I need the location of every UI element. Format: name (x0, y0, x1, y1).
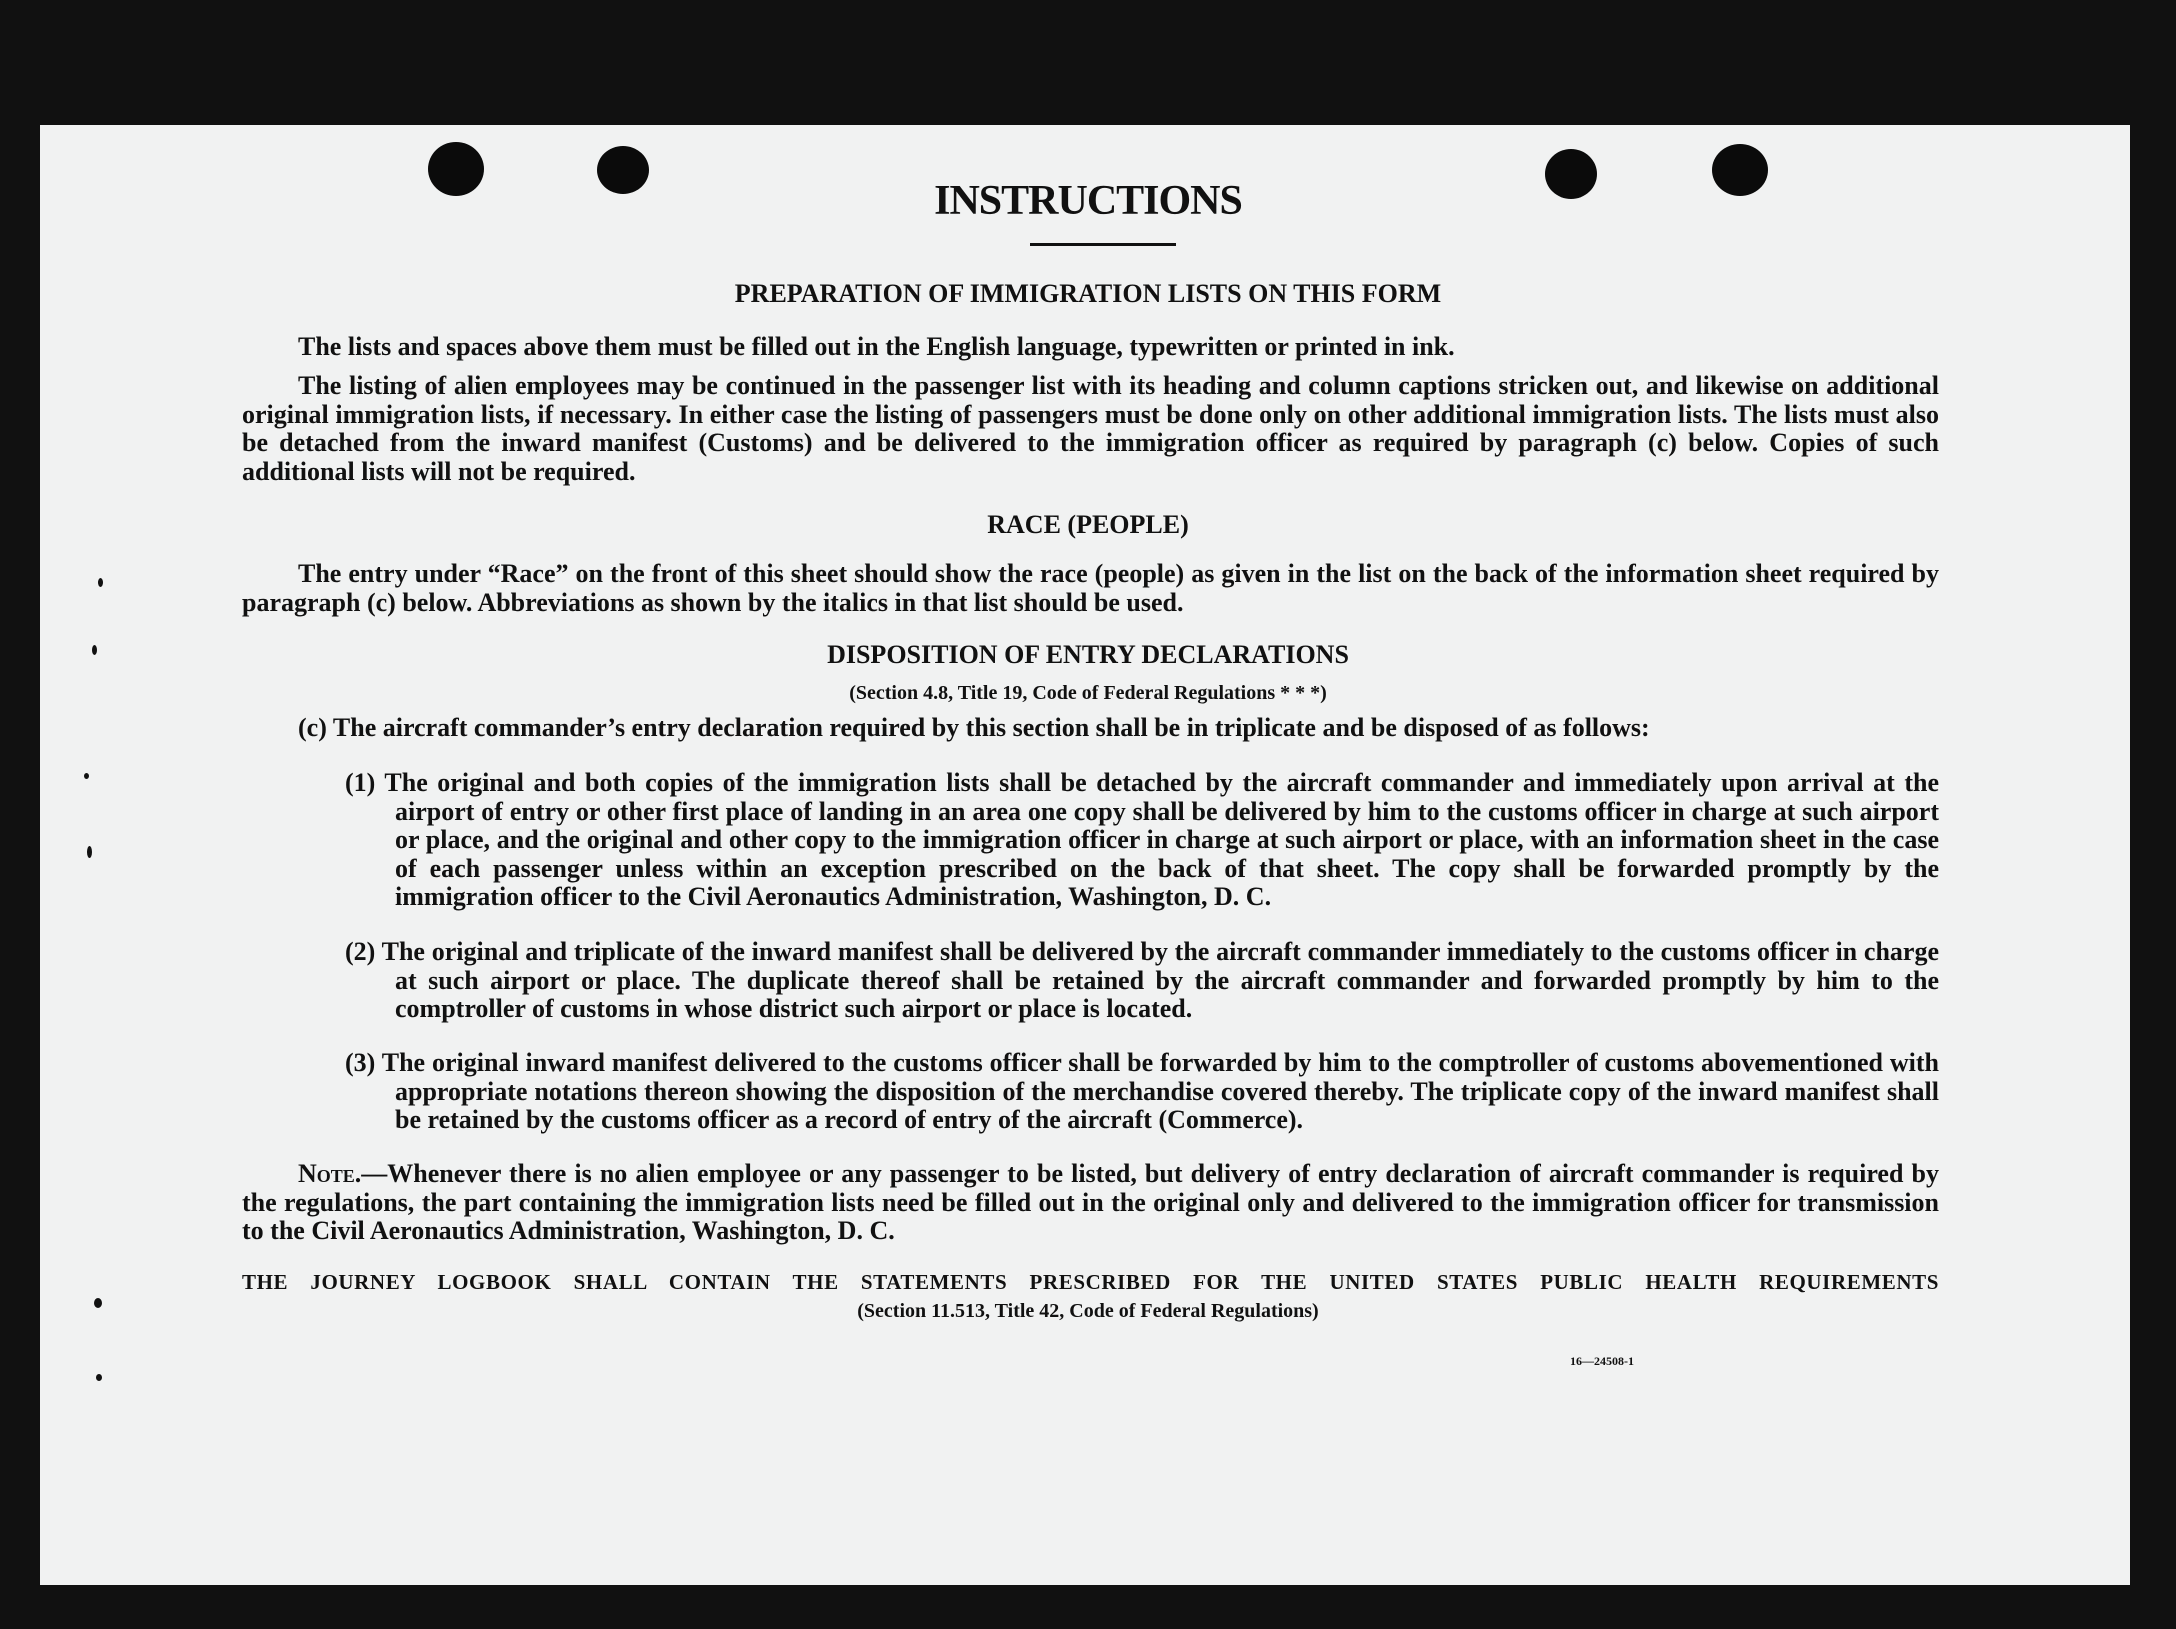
list-item: (3) The original inward manifest delivered to the customs officer shall be forwarded by him to the comptroller of customs abovementioned with appropriate notations thereon showing the disposition of the merchandise covered thereby. The triplicate copy of the inward manifest shall be retained by the customs officer as a record of entry of the aircraft (Commerce). (345, 1048, 1939, 1134)
note-paragraph (242, 1160, 1939, 1246)
paragraph-language (242, 333, 1939, 362)
margin-speck (98, 578, 103, 587)
section-citation: (Section 4.8, Title 19, Code of Federal Regulations * * *) (849, 682, 1327, 704)
footer-citation: (Section 11.513, Title 42, Code of Federal Regulations) (857, 1300, 1319, 1322)
paragraph-intro-c (242, 714, 1939, 743)
title-underline (1030, 243, 1176, 246)
section-heading-disposition: DISPOSITION OF ENTRY DECLARATIONS (827, 640, 1349, 669)
form-number: 16—24508-1 (1570, 1354, 1634, 1368)
note-label: Note. (298, 1159, 362, 1188)
list-item: (2) The original and triplicate of the inward manifest shall be delivered by the aircraft commander immediately to the customs officer in charge at such airport or place. The duplicate thereof shall be retained by the aircraft commander and forwarded promptly by him to the comptroller of customs in whose district such airport or place is located. (345, 937, 1939, 1023)
margin-speck (87, 846, 92, 858)
page-title: INSTRUCTIONS (934, 178, 1242, 224)
section-heading-race: RACE (PEOPLE) (987, 510, 1189, 539)
paragraph-race-text: The entry under “Race” on the front of this sheet should show the race (people) as given in the list on the back of the information sheet required by paragraph (c) below. Abbreviations as shown by the italics in that list should be used. (242, 559, 1939, 617)
footer-statement: THE JOURNEY LOGBOOK SHALL CONTAIN THE STATEMENTS PRESCRIBED FOR THE UNITED STATES PUBLIC HEALTH REQUIREMENTS (242, 1270, 1939, 1294)
list-item: (1) The original and both copies of the immigration lists shall be detached by the aircraft commander and immediately upon arrival at the airport of entry or other first place of landing in an area one copy shall be delivered by him to the customs officer in charge at such airport or place, and the original and other copy to the immigration officer in charge at such airport or place, with an information sheet in the case of each passenger unless within an exception prescribed on the back of that sheet. The copy shall be forwarded promptly by the immigration officer to the Civil Aeronautics Administration, Washington, D. C. (345, 768, 1939, 911)
paragraph-intro-c-text: (c) The aircraft commander’s entry declaration required by this section shall be in triplicate and be disposed of as follows: (298, 713, 1650, 742)
note-text: —Whenever there is no alien employee or any passenger to be listed, but delivery of entry declaration of aircraft commander is required by the regulations, the part containing the immigration lists need be filled out in the original only and delivered to the immigration officer for transmission to the Civil Aeronautics Administration, Washington, D. C. (242, 1159, 1939, 1245)
margin-speck (84, 773, 89, 779)
paragraph-listing-text: The listing of alien employees may be continued in the passenger list with its heading and column captions stricken out, and likewise on additional original immigration lists, if necessary. In either case the listing of passengers must be done only on other additional immigration lists. The lists must also be detached from the inward manifest (Customs) and be delivered to the immigration officer as required by paragraph (c) below. Copies of such additional lists will not be required. (242, 371, 1939, 486)
section-heading-preparation: PREPARATION OF IMMIGRATION LISTS ON THIS FORM (734, 279, 1442, 308)
paragraph-race (242, 560, 1939, 617)
paragraph-listing (242, 372, 1939, 486)
margin-speck (96, 1374, 102, 1381)
paragraph-language-text: The lists and spaces above them must be filled out in the English language, typewritten or printed in ink. (298, 332, 1455, 361)
